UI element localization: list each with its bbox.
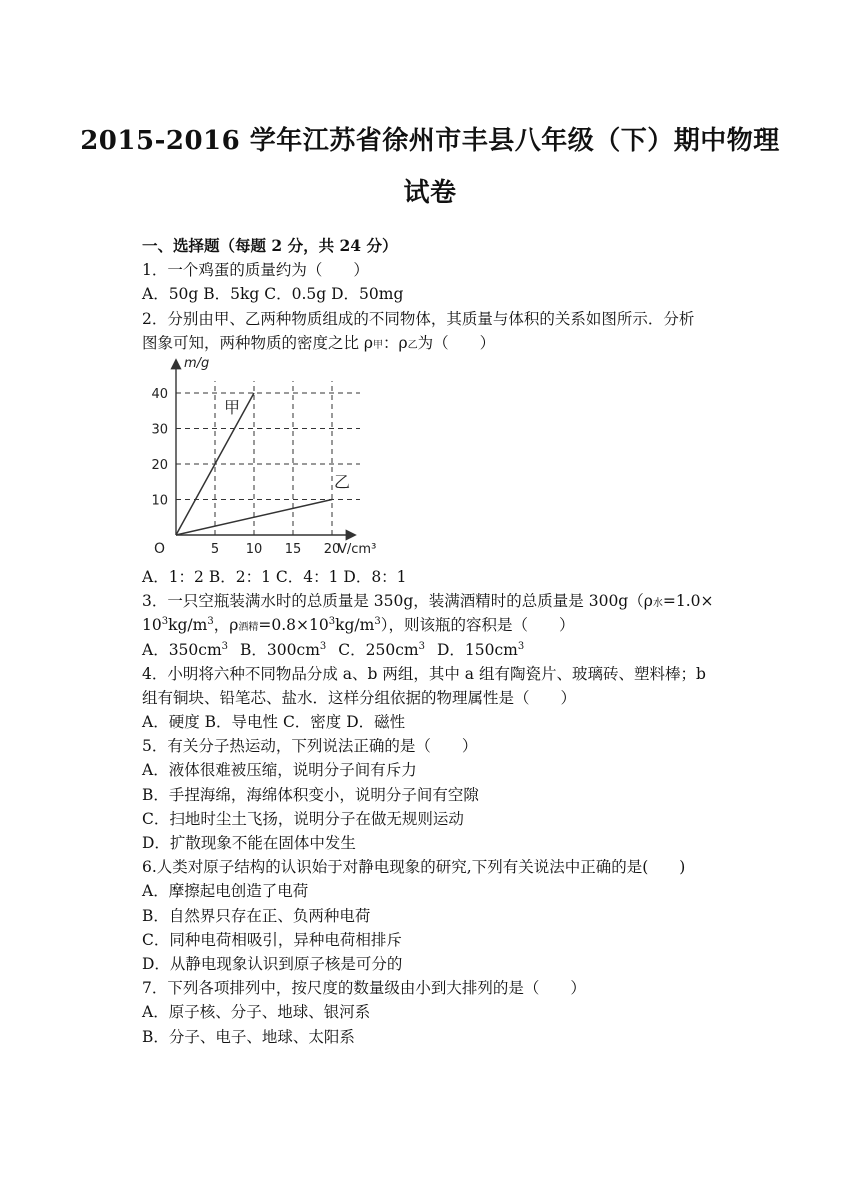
q3-sub-alcohol: 酒精 — [238, 622, 259, 634]
q3-l2-d: =0.8×10 — [258, 616, 329, 635]
q3-sub-water: 水 — [652, 598, 663, 610]
q3-exp1: 3 — [161, 616, 169, 628]
q3-stem-line1 — [142, 589, 732, 613]
x-tick-label-10: 10 — [245, 541, 263, 557]
y-tick-label-10: 10 — [151, 493, 168, 509]
q3-l2-c: ，ρ — [213, 616, 239, 635]
q3-l2-a: 10 — [142, 616, 162, 635]
q3-opt-a: A．350cm — [142, 640, 222, 659]
x-tick-label-5: 5 — [210, 541, 220, 557]
x-tick-label-15: 15 — [284, 541, 302, 557]
q3-options — [142, 638, 732, 662]
mass-volume-chart — [142, 355, 732, 565]
x-tick-label-20: 20 — [323, 541, 341, 557]
q6-option-a: A．摩擦起电创造了电荷 — [142, 882, 309, 901]
chart-svg — [142, 355, 382, 565]
q3-l2-b: kg/m — [168, 616, 208, 635]
q3-opt-d-exp: 3 — [517, 640, 525, 652]
q6-option-c: C．同种电荷相吸引，异种电荷相排斥 — [142, 930, 402, 949]
q3-opt-b: B．300cm — [240, 640, 320, 659]
y-tick-label-30: 30 — [151, 422, 168, 438]
q3-opt-d: D．150cm — [436, 640, 518, 659]
q3-exp4: 3 — [374, 616, 381, 628]
series-label-0: 甲 — [224, 397, 241, 417]
q3-l2-f: ），则该瓶的容积是（ ） — [380, 616, 575, 635]
q3-opt-b-exp: 3 — [319, 640, 327, 652]
q1-options: A．50g B．5kg C．0.5g D．50mg — [142, 285, 404, 304]
q2-options: A．1：2 B．2：1 C．4：1 D．8：1 — [142, 567, 407, 586]
q7-option-b: B．分子、电子、地球、太阳系 — [142, 1027, 355, 1046]
origin-label: O — [154, 540, 166, 557]
y-tick-label-40: 40 — [151, 386, 168, 402]
q3-l2-e: kg/m — [335, 616, 375, 635]
q3-text-b: =1.0× — [662, 592, 714, 611]
q5-option-a: A．液体很难被压缩，说明分子间有斥力 — [142, 761, 417, 780]
q3-opt-a-exp: 3 — [221, 640, 229, 652]
q3-exp3: 3 — [328, 616, 336, 628]
exam-title-line1: 2015-2016 学年江苏省徐州市丰县八年级（下）期中物理 — [80, 126, 780, 156]
q3-opt-c: C．250cm — [338, 640, 419, 659]
q2-stem-line2 — [142, 331, 732, 355]
q2-sub-jia: 甲 — [373, 339, 384, 351]
q2-text-pre: 图象可知，两种物质的密度之比 ρ — [142, 333, 374, 352]
q4-stem-line2: 组有铜块、铅笔芯、盐水．这样分组依据的物理属性是（ ） — [142, 688, 577, 707]
q7-option-a: A．原子核、分子、地球、银河系 — [142, 1003, 371, 1022]
y-tick-label-20: 20 — [151, 457, 168, 473]
q6-option-b: B．自然界只存在正、负两种电荷 — [142, 906, 371, 925]
q1-stem: 1．一个鸡蛋的质量约为（ ） — [142, 261, 369, 280]
q7-stem: 7．下列各项排列中，按尺度的数量级由小到大排列的是（ ） — [142, 979, 586, 998]
question-list — [142, 234, 732, 1049]
q5-stem: 5．有关分子热运动，下列说法正确的是（ ） — [142, 737, 478, 756]
q4-options: A．硬度 B．导电性 C．密度 D．磁性 — [142, 713, 406, 732]
exam-title-line2: 试卷 — [403, 178, 457, 208]
q2-colon: ：ρ — [383, 333, 408, 352]
x-axis-label: V/cm³ — [338, 541, 377, 557]
q3-text-a: 3．一只空瓶装满水时的总质量是 350g，装满酒精时的总质量是 300g（ρ — [142, 592, 653, 611]
q2-text-post: 为（ ） — [417, 333, 496, 352]
q5-option-d: D．扩散现象不能在固体中发生 — [142, 834, 356, 852]
q3-stem-line2 — [142, 613, 732, 637]
q2-sub-yi: 乙 — [407, 339, 418, 351]
y-axis-label: m/g — [184, 355, 210, 371]
section-heading: 一、选择题（每题 2 分，共 24 分） — [142, 236, 398, 255]
q4-stem-line1: 4．小明将六种不同物品分成 a、b 两组，其中 a 组有陶瓷片、玻璃砖、塑料棒；b — [142, 664, 706, 683]
q5-option-c: C．扫地时尘土飞扬，说明分子在做无规则运动 — [142, 809, 464, 828]
series-label-1: 乙 — [334, 472, 351, 492]
q3-opt-c-exp: 3 — [418, 640, 425, 652]
q5-option-b: B．手捏海绵，海绵体积变小，说明分子间有空隙 — [142, 785, 479, 804]
q3-exp2: 3 — [207, 616, 214, 628]
q6-option-d: D．从静电现象认识到原子核是可分的 — [142, 954, 403, 973]
q6-stem: 6.人类对原子结构的认识始于对静电现象的研究,下列有关说法中正确的是( ) — [142, 858, 686, 877]
q2-stem-line1: 2．分别由甲、乙两种物质组成的不同物体，其质量与体积的关系如图所示．分析 — [142, 309, 695, 328]
